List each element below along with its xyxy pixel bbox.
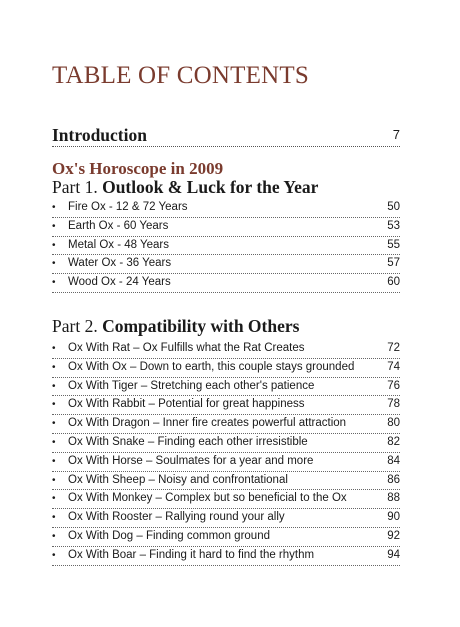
entry-label: Ox With Sheep – Noisy and confrontational [68,473,288,486]
toc-entry[interactable] [52,359,400,378]
entry-page-number: 76 [387,379,400,392]
toc-entry[interactable] [52,415,400,434]
entry-label: Ox With Dog – Finding common ground [68,529,270,542]
entry-label: Ox With Monkey – Complex but so beneficial to the Ox [68,492,347,505]
entry-page-number: 55 [387,238,400,251]
entry-label: Ox With Rabbit – Potential for great happiness [68,398,305,411]
toc-entry[interactable] [52,472,400,491]
part2-list [52,340,400,566]
bullet-icon: • [52,399,56,411]
bullet-icon: • [52,380,56,392]
entry-label: Ox With Rat – Ox Fulfills what the Rat Creates [68,342,305,354]
bullet-icon: • [52,474,56,486]
bullet-icon: • [52,493,56,505]
entry-page-number: 84 [387,454,400,467]
entry-page-number: 78 [387,398,400,411]
part1-title: Outlook & Luck for the Year [102,177,319,197]
entry-page-number: 60 [387,276,400,289]
intro-page-number: 7 [392,127,400,142]
entry-label: Earth Ox - 60 Years [68,219,169,232]
part1-prefix: Part 1. [52,177,98,197]
entry-label: Ox With Boar – Finding it hard to find the rhythm [68,548,315,561]
entry-page-number: 50 [387,201,400,213]
part1-list [52,199,400,293]
entry-label: Fire Ox - 12 & 72 Years [68,201,188,213]
entry-page-number: 88 [387,492,400,505]
entry-page-number: 72 [387,342,400,354]
toc-entry[interactable] [52,218,400,237]
entry-page-number: 86 [387,473,400,486]
entry-label: Ox With Tiger – Stretching each other's patience [68,379,315,392]
entry-label: Ox With Horse – Soulmates for a year and more [68,454,314,467]
entry-page-number: 82 [387,435,400,448]
entry-label: Ox With Ox – Down to earth, this couple stays grounded [68,360,355,373]
part2-title: Compatibility with Others [102,316,300,336]
entry-label: Ox With Snake – Finding each other irresistible [68,435,308,448]
toc-entry[interactable] [52,237,400,256]
entry-page-number: 74 [387,360,400,373]
toc-entry[interactable] [52,453,400,472]
section-title: Ox's Horoscope in 2009 [52,159,224,178]
toc-entry[interactable] [52,199,400,218]
entry-label: Ox With Rooster – Rallying round your ally [68,511,285,524]
toc-entry[interactable] [52,255,400,274]
toc-entry[interactable] [52,340,400,359]
toc-title: TABLE OF CONTENTS [52,62,309,89]
toc-entry[interactable] [52,396,400,415]
toc-entry[interactable] [52,274,400,293]
toc-entry[interactable] [52,378,400,397]
toc-entry[interactable] [52,547,400,566]
bullet-icon: • [52,220,56,232]
entry-page-number: 53 [387,219,400,232]
part1-heading [52,177,318,198]
bullet-icon: • [52,202,56,213]
bullet-icon: • [52,512,56,524]
bullet-icon: • [52,530,56,542]
bullet-icon: • [52,258,56,270]
entry-label: Metal Ox - 48 Years [68,238,169,251]
toc-entry[interactable] [52,509,400,528]
bullet-icon: • [52,343,56,354]
bullet-icon: • [52,455,56,467]
entry-page-number: 92 [387,529,400,542]
toc-entry[interactable] [52,490,400,509]
entry-page-number: 94 [387,548,400,561]
part2-heading [52,316,299,337]
entry-label: Wood Ox - 24 Years [68,276,171,289]
intro-label: Introduction [52,125,147,145]
entry-page-number: 80 [387,417,400,430]
entry-label: Water Ox - 36 Years [68,257,172,270]
entry-page-number: 90 [387,511,400,524]
entry-page-number: 57 [387,257,400,270]
entry-label: Ox With Dragon – Inner fire creates powerful attraction [68,417,347,430]
bullet-icon: • [52,549,56,561]
bullet-icon: • [52,277,56,289]
bullet-icon: • [52,418,56,430]
part2-prefix: Part 2. [52,316,98,336]
toc-entry[interactable] [52,528,400,547]
bullet-icon: • [52,239,56,251]
toc-entry-introduction[interactable] [52,124,400,147]
bullet-icon: • [52,361,56,373]
toc-entry[interactable] [52,434,400,453]
bullet-icon: • [52,436,56,448]
